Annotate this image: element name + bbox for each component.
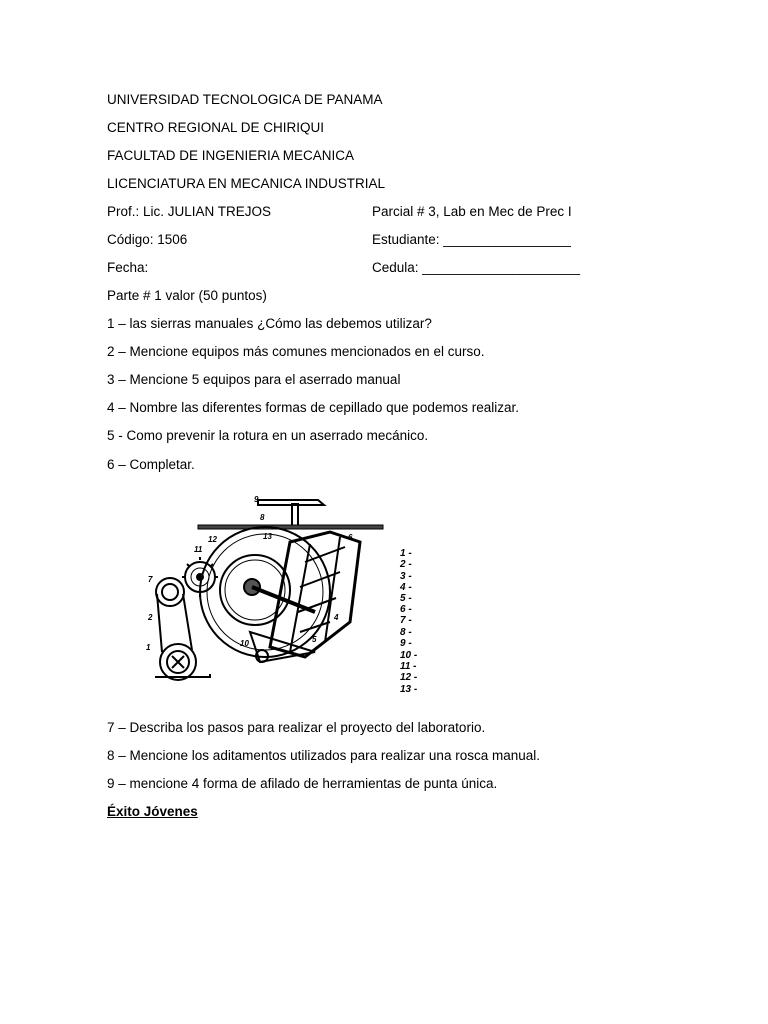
svg-text:3 -: 3 -: [400, 571, 412, 582]
callout-8: 8: [260, 513, 265, 522]
callout-11: 11: [194, 545, 203, 554]
callout-1: 1: [146, 643, 151, 652]
question-7: 7 – Describa los pasos para realizar el proyecto del laboratorio.: [107, 720, 486, 735]
svg-text:5 -: 5 -: [400, 593, 412, 604]
svg-text:12 -: 12 -: [400, 672, 418, 683]
part-heading: Parte # 1 valor (50 puntos): [107, 288, 267, 303]
svg-text:7 -: 7 -: [400, 615, 412, 626]
question-5: 5 - Como prevenir la rotura en un aserrado mecánico.: [107, 428, 429, 443]
header-degree: LICENCIATURA EN MECANICA INDUSTRIAL: [107, 176, 386, 191]
question-3: 3 – Mencione 5 equipos para el aserrado manual: [107, 372, 401, 387]
question-6: 6 – Completar.: [107, 457, 195, 472]
header-center: CENTRO REGIONAL DE CHIRIQUI: [107, 120, 325, 135]
question-2: 2 – Mencione equipos más comunes mencionados en el curso.: [107, 344, 485, 359]
svg-text:8 -: 8 -: [400, 627, 412, 638]
svg-text:9 -: 9 -: [400, 638, 412, 649]
svg-text:4 -: 4 -: [400, 582, 412, 593]
svg-text:11 -: 11 -: [400, 661, 417, 672]
svg-text:6 -: 6 -: [400, 604, 412, 615]
svg-text:2 -: 2 -: [400, 559, 412, 570]
callout-10: 10: [240, 639, 249, 648]
callout-13: 13: [263, 532, 272, 541]
header-university: UNIVERSIDAD TECNOLOGICA DE PANAMA: [107, 92, 383, 107]
student-field: Estudiante: _________________: [372, 232, 571, 247]
callout-7: 7: [148, 575, 153, 584]
svg-text:1 -: 1 -: [400, 548, 412, 559]
callout-6: 6: [348, 533, 353, 542]
callout-4: 4: [334, 613, 339, 622]
svg-text:10 -: 10 -: [400, 650, 418, 661]
code-field: Código: 1506: [107, 232, 188, 247]
date-field: Fecha:: [107, 260, 149, 275]
header-faculty: FACULTAD DE INGENIERIA MECANICA: [107, 148, 355, 163]
closing-text: Éxito Jóvenes: [107, 804, 198, 819]
saw-mechanism-diagram: [140, 482, 440, 700]
callout-9: 9: [254, 495, 259, 504]
callout-12: 12: [208, 535, 217, 544]
callout-5: 5: [312, 635, 317, 644]
professor-field: Prof.: Lic. JULIAN TREJOS: [107, 204, 272, 219]
svg-text:13 -: 13 -: [400, 684, 418, 695]
exam-field: Parcial # 3, Lab en Mec de Prec I: [372, 204, 572, 219]
question-8: 8 – Mencione los aditamentos utilizados para realizar una rosca manual.: [107, 748, 540, 763]
callout-2: 2: [148, 613, 153, 622]
id-field: Cedula: _____________________: [372, 260, 580, 275]
answer-list: [399, 548, 418, 695]
question-1: 1 – las sierras manuales ¿Cómo las debemos utilizar?: [107, 316, 432, 331]
question-4: 4 – Nombre las diferentes formas de cepillado que podemos realizar.: [107, 400, 519, 415]
question-9: 9 – mencione 4 forma de afilado de herramientas de punta única.: [107, 776, 498, 791]
